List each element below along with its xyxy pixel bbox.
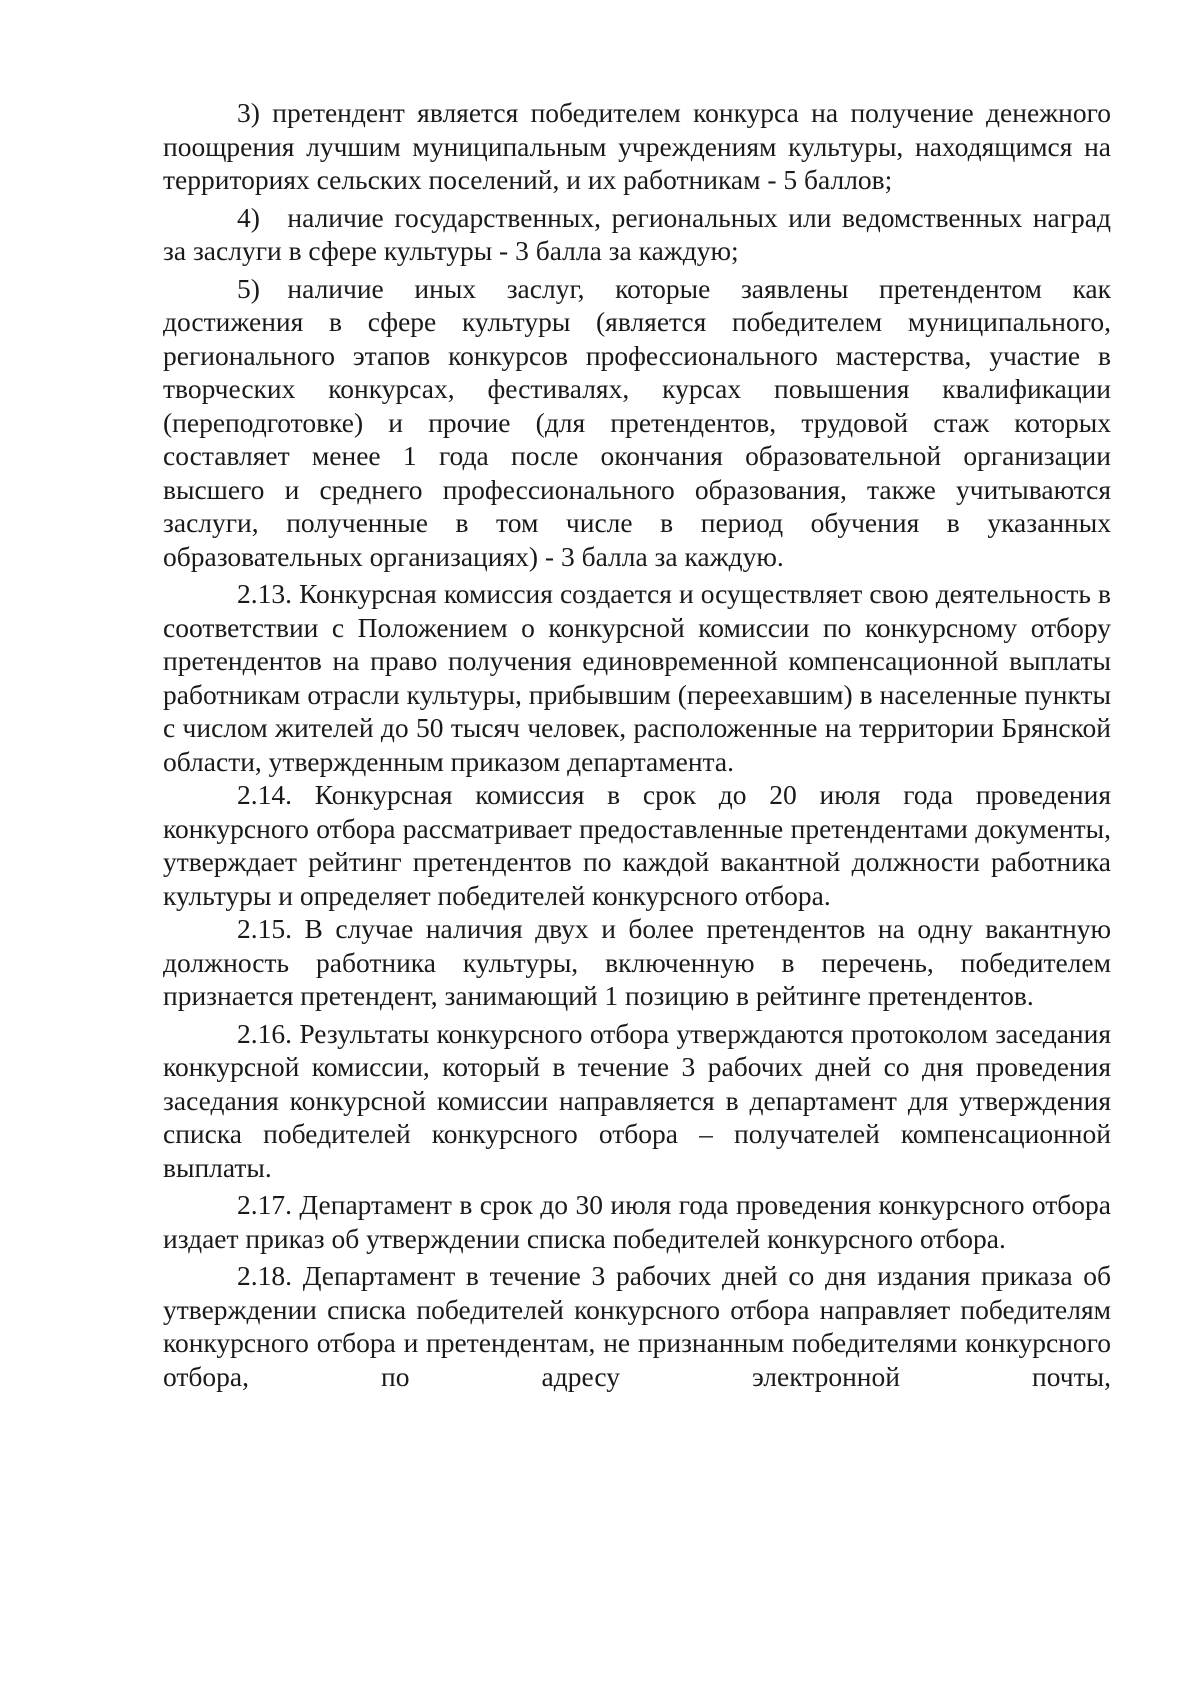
paragraph-2-15: 2.15. В случае наличия двух и более претендентов на одну вакантную должность работника культуры, включенную в перечень, победителем признается претендент, занимающий 1 позицию в рейтинге претендентов.	[163, 913, 1111, 1011]
paragraph-criterion-4: 4) наличие государственных, региональных или ведомственных наград за заслуги в сфере культуры - 3 балла за каждую;	[163, 201, 1111, 266]
paragraph-criterion-3: 3) претендент является победителем конкурса на получение денежного поощрения лучшим муниципальным учреждениям культуры, находящимся на территориях сельских поселений, и их работникам - 5 баллов;	[163, 97, 1111, 195]
paragraph-2-14: 2.14. Конкурсная комиссия в срок до 20 июля года проведения конкурсного отбора рассматривает предоставленные претендентами документы, утверждает рейтинг претендентов по каждой вакантной должности работника культуры и определяет победителей конкурсного отбора.	[163, 779, 1111, 911]
document-body	[163, 96, 1111, 1397]
paragraph-2-17: 2.17. Департамент в срок до 30 июля года проведения конкурсного отбора издает приказ об утверждении списка победителей конкурсного отбора.	[163, 1189, 1111, 1254]
paragraph-criterion-5: 5) наличие иных заслуг, которые заявлены претендентом как достижения в сфере культуры (является победителем муниципального, регионального этапов конкурсов профессионального мастерства, участие в творческих конкурсах, фестивалях, курсах повышения квалификации (переподготовке) и прочие (для претендентов, трудовой стаж которых составляет менее 1 года после окончания образовательной организации высшего и среднего профессионального образования, также учитываются заслуги, полученные в том числе в период обучения в указанных образовательных организациях) - 3 балла за каждую.	[163, 272, 1111, 572]
paragraph-2-13: 2.13. Конкурсная комиссия создается и осуществляет свою деятельность в соответствии с Положением о конкурсной комиссии по конкурсному отбору претендентов на право получения единовременной компенсационной выплаты работникам отрасли культуры, прибывшим (переехавшим) в населенные пункты с числом жителей до 50 тысяч человек, расположенные на территории Брянской области, утвержденным приказом департамента.	[163, 578, 1111, 777]
paragraph-2-16: 2.16. Результаты конкурсного отбора утверждаются протоколом заседания конкурсной комиссии, который в течение 3 рабочих дней со дня проведения заседания конкурсной комиссии направляется в департамент для утверждения списка победителей конкурсного отбора – получателей компенсационной выплаты.	[163, 1017, 1111, 1183]
paragraph-2-18: 2.18. Департамент в течение 3 рабочих дней со дня издания приказа об утверждении списка победителей конкурсного отбора направляет победителям конкурсного отбора и претендентам, не признанным победителями конкурсного отбора, по адресу электронной почты,	[163, 1260, 1111, 1392]
